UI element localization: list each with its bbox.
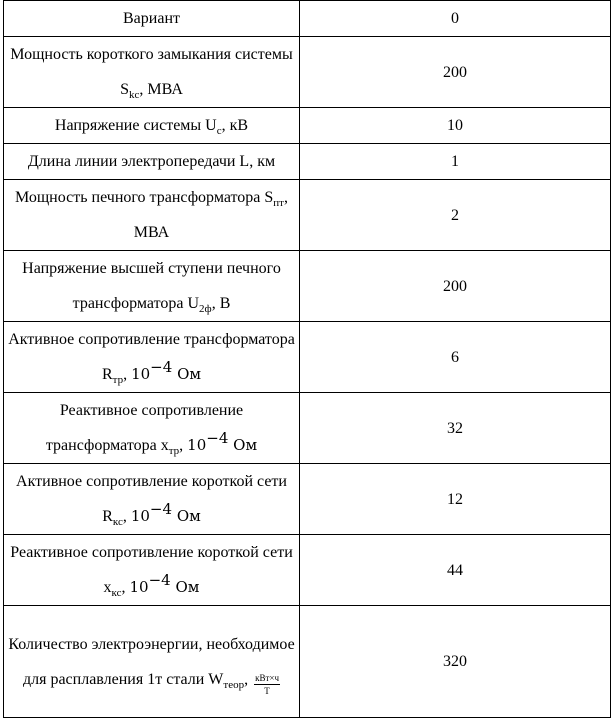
param-label-text: Активное сопротивление короткой сети R	[16, 473, 287, 525]
table-row	[4, 606, 611, 718]
param-label-text: Напряжение системы U	[54, 117, 217, 134]
param-label	[4, 322, 300, 393]
param-unit: , В	[211, 295, 231, 312]
math-base: 10	[130, 507, 150, 525]
param-unit-sep: ,	[244, 670, 253, 688]
fraction-denominator: Т	[264, 685, 270, 696]
param-label	[4, 144, 300, 180]
parameters-table	[3, 0, 611, 718]
table-row	[4, 108, 611, 144]
param-unit-sep: ,	[179, 437, 188, 454]
math-base: 10	[129, 578, 149, 596]
param-unit: , МВА	[139, 81, 183, 98]
param-value: 6	[300, 322, 611, 393]
param-label	[4, 606, 300, 718]
math-unit: Ом	[228, 436, 258, 454]
param-unit-sep: ,	[122, 508, 131, 525]
table-row	[4, 180, 611, 251]
param-label	[4, 535, 300, 606]
param-value: 200	[300, 251, 611, 322]
param-subscript: теор	[223, 678, 245, 691]
math-exponent: −4	[206, 429, 229, 447]
table-row-variant	[4, 1, 611, 37]
param-label-text: Мощность короткого замыкания системы S	[10, 46, 293, 98]
param-value: 1	[300, 144, 611, 180]
fraction-numerator: кВт×ч	[255, 672, 280, 683]
param-unit-sep: ,	[121, 579, 130, 596]
unit-fraction	[254, 672, 280, 697]
param-subscript: тр	[168, 445, 180, 457]
param-label	[4, 108, 300, 144]
param-label-text: Длина линии электропередачи L, км	[27, 153, 276, 170]
variant-label: Вариант	[4, 1, 300, 37]
param-unit: , кВ	[221, 117, 249, 134]
math-exponent: −4	[148, 571, 171, 589]
param-value: 44	[300, 535, 611, 606]
table-row	[4, 393, 611, 464]
param-subscript: kc	[129, 89, 140, 101]
param-label-text: Реактивное сопротивление трансформатора x	[45, 402, 244, 454]
param-label	[4, 393, 300, 464]
param-label	[4, 251, 300, 322]
param-label-text: Активное сопротивление трансформатора R	[8, 331, 295, 383]
param-subscript: c	[216, 125, 222, 137]
param-value: 10	[300, 108, 611, 144]
param-label	[4, 37, 300, 108]
math-base: 10	[187, 436, 207, 454]
param-unit-sep: ,	[123, 366, 132, 383]
param-value: 2	[300, 180, 611, 251]
table-row	[4, 322, 611, 393]
param-value: 12	[300, 464, 611, 535]
param-label-text: Количество электроэнергии, необходимое для расплавления 1т стали W	[8, 635, 295, 688]
param-subscript: пт	[273, 197, 284, 209]
param-subscript: кс	[111, 587, 122, 599]
param-subscript: тр	[112, 374, 124, 386]
param-unit: , МВА	[133, 189, 288, 241]
param-value: 320	[300, 606, 611, 718]
math-exponent: −4	[149, 500, 173, 518]
param-subscript: 2ф	[199, 303, 212, 315]
param-label-text: Реактивное сопротивление короткой сети x	[10, 544, 293, 596]
param-value: 200	[300, 37, 611, 108]
variant-value: 0	[300, 1, 611, 37]
table-row	[4, 464, 611, 535]
param-label	[4, 464, 300, 535]
param-label	[4, 180, 300, 251]
math-base: 10	[131, 365, 151, 383]
table-row	[4, 37, 611, 108]
table-row	[4, 251, 611, 322]
math-unit: Ом	[172, 507, 201, 525]
math-unit: Ом	[170, 578, 200, 596]
param-subscript: кс	[112, 516, 123, 528]
param-label-text: Мощность печного трансформатора S	[15, 189, 274, 206]
math-exponent: −4	[150, 358, 173, 376]
math-unit: Ом	[172, 365, 202, 383]
table-row	[4, 535, 611, 606]
table-row	[4, 144, 611, 180]
param-value: 32	[300, 393, 611, 464]
param-label-text: Напряжение высшей ступени печного трансформатора U	[22, 260, 281, 312]
